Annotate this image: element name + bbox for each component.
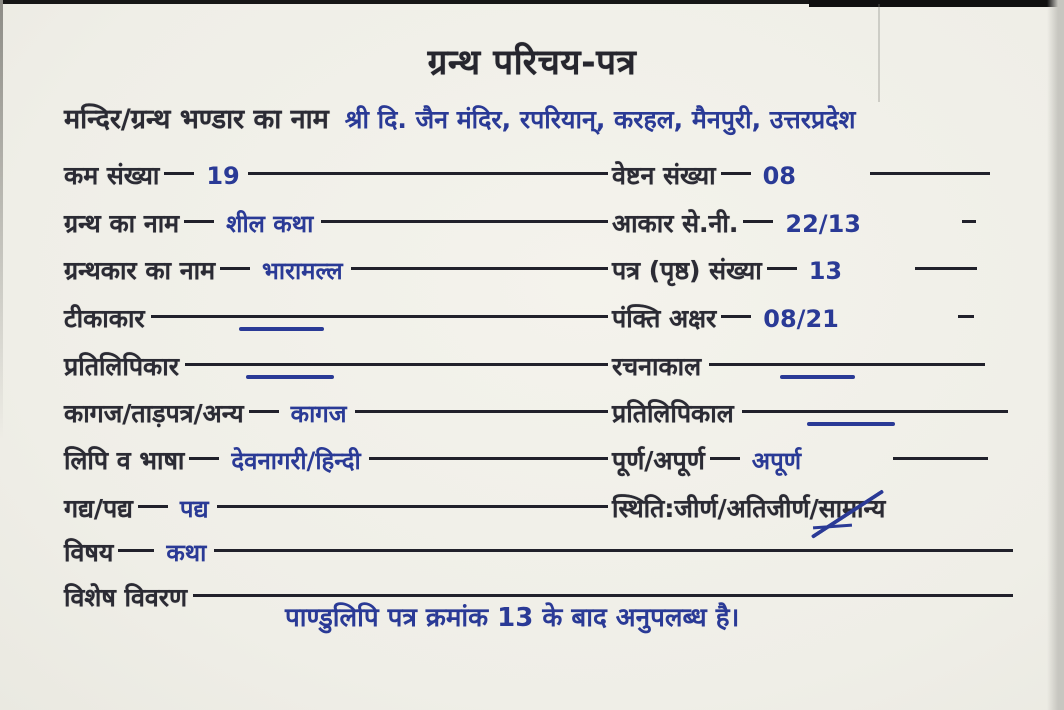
field-value: 22/13 (785, 210, 861, 238)
field-value: शील कथा (226, 210, 314, 238)
field-script-language (64, 441, 612, 485)
field-value: 13 (808, 257, 843, 285)
field-label: कम संख्या (64, 161, 160, 190)
field-serial-number (64, 156, 612, 200)
field-label: पूर्ण/अपूर्ण (612, 446, 705, 475)
field-condition (612, 489, 1040, 533)
ruled-line (915, 267, 977, 270)
form-row-prose-condition (64, 489, 1040, 533)
field-label: कागज/ताड़पत्र/अन्य (64, 399, 244, 428)
field-label: प्रतिलिपिकाल (612, 399, 734, 428)
field-label: वेष्टन संख्या (612, 161, 716, 190)
ruled-line (958, 315, 974, 318)
form-row-script-completeness (64, 441, 1040, 485)
field-label: ग्रन्थकार का नाम (64, 256, 216, 285)
ruled-line (742, 410, 1008, 413)
form-row-subject (64, 533, 1040, 577)
field-repository-name (64, 100, 1054, 140)
ruled-line (962, 220, 976, 223)
ruled-line (118, 549, 154, 552)
ruled-line (151, 315, 608, 318)
ruled-line (193, 594, 1013, 597)
field-label: गद्य/पद्य (64, 494, 133, 523)
ruled-line (870, 172, 990, 175)
ruled-line (138, 505, 168, 508)
ruled-line (321, 220, 608, 223)
ruled-line (369, 457, 608, 460)
scan-edge-right (1047, 0, 1064, 710)
field-label: मन्दिर/ग्रन्थ भण्डार का नाम (64, 104, 329, 135)
ruled-line (721, 315, 751, 318)
form-row-serial-bundle (64, 156, 1040, 200)
field-leaf-page-count (612, 251, 1040, 295)
blank-ink-dash (807, 422, 895, 426)
special-details-note: पाण्डुलिपि पत्र क्रमांक 13 के बाद अनुपलब्ध है। (285, 603, 740, 633)
ruled-line (351, 267, 608, 270)
ruled-line (189, 457, 219, 460)
ruled-line (721, 172, 751, 175)
ruled-line (248, 172, 608, 175)
field-value: देवनागरी/हिन्दी (231, 447, 361, 475)
field-label: रचनाकाल (612, 352, 702, 381)
field-bundle-number (612, 156, 1040, 200)
form-row-author-leaves (64, 251, 1040, 295)
ruled-line (184, 220, 214, 223)
form-row-commentator-lines (64, 299, 1040, 343)
field-value: 19 (206, 162, 240, 190)
field-author-name (64, 251, 612, 295)
blank-ink-dash (246, 375, 334, 379)
ruled-line (710, 457, 740, 460)
form-row-name-size (64, 204, 1040, 248)
field-size-cm (612, 204, 1040, 248)
field-material (64, 394, 612, 438)
ruled-line (220, 267, 250, 270)
field-complete-incomplete (612, 441, 1040, 485)
blank-ink-dash (780, 375, 855, 379)
form-row-scribe-composition (64, 347, 1040, 391)
ruled-line (893, 457, 988, 460)
field-label: ग्रन्थ का नाम (64, 209, 180, 238)
scan-edge-top-right (809, 0, 1064, 7)
field-prose-verse (64, 489, 612, 533)
field-label: प्रतिलिपिकार (64, 352, 179, 381)
field-value: अपूर्ण (751, 447, 802, 475)
field-lines-letters (612, 299, 1040, 343)
ruled-line (249, 410, 279, 413)
ruled-line (355, 410, 608, 413)
scan-edge-left (0, 0, 3, 440)
field-value: कागज (290, 400, 347, 428)
ruled-line (767, 267, 797, 270)
blank-ink-dash (239, 327, 324, 331)
field-scribe (64, 347, 612, 391)
field-label: स्थिति:जीर्ण/अतिजीर्ण/ (612, 494, 819, 523)
ruled-line (743, 220, 773, 223)
ruled-line (709, 363, 985, 366)
field-copy-date (612, 394, 1040, 438)
field-commentator (64, 299, 612, 343)
field-label: विषय (64, 538, 114, 567)
field-label: आकार से.नी. (612, 209, 739, 238)
field-value: 08 (762, 162, 796, 190)
field-label: टीकाकार (64, 304, 145, 333)
field-subject (64, 533, 1040, 577)
field-label: लिपि व भाषा (64, 446, 185, 475)
ruled-line (217, 505, 608, 508)
ruled-line (185, 363, 608, 366)
field-value: पद्य (179, 495, 209, 523)
field-value: कथा (166, 539, 207, 567)
field-composition-date (612, 347, 1040, 391)
field-label: पत्र (पृष्ठ) संख्या (612, 256, 762, 285)
scan-crease (878, 4, 880, 102)
field-label: पंक्ति अक्षर (612, 304, 717, 333)
field-manuscript-name (64, 204, 612, 248)
field-value: भारामल्ल (262, 257, 343, 285)
condition-selected-option: सामान्य (819, 489, 886, 533)
ruled-line (214, 549, 1013, 552)
field-label: विशेष विवरण (64, 583, 188, 612)
field-value: श्री दि. जैन मंदिर, रपरियान्, करहल, मैनपुरी, उत्तरप्रदेश (344, 105, 856, 134)
ruled-line (164, 172, 194, 175)
field-value: 08/21 (763, 305, 839, 333)
form-row-material-copydate (64, 394, 1040, 438)
page-title: ग्रन्थ परिचय-पत्र (427, 43, 637, 83)
